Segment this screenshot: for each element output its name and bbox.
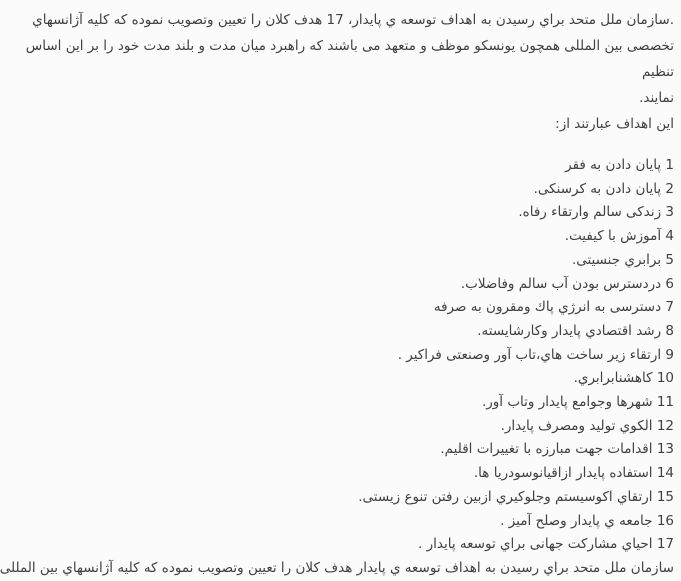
goal-line-13: 13 اقدامات جهت مبارزه با تغييرات اقليم. xyxy=(440,441,674,458)
paragraph-line: تخصصی بين المللی همچون يونسكو موظف و متعهد می باشند كه راهبرد ميان مدت و بلند مدت خود را بر اين اساس xyxy=(25,38,674,54)
goal-line-7: 7 دسترسی به انرژي پاك ومقرون به صرفه xyxy=(433,299,674,316)
goal-line-5: 5 برابري جنسيتی. xyxy=(571,251,674,268)
goal-line-6: 6 دردسترس بودن آب سالم وفاضلاب. xyxy=(460,275,674,292)
goal-line-1: 1 پايان دادن به فقر xyxy=(565,157,674,173)
goals-list xyxy=(0,154,674,581)
goal-line-17: 17 احياي مشاركت جهانی براي توسعه پايدار . xyxy=(418,536,674,553)
goal-line-14: 14 استفاده پايدار ازاقيانوسودريا ها. xyxy=(473,465,674,482)
goal-line-15: 15 ارتقاي اكوسيستم وجلوكيري ازبين رفتن تنوع زيستی. xyxy=(358,488,674,505)
goal-line-3: 3 زندكی سالم وارتقاء رفاه. xyxy=(518,204,674,221)
goal-line-16: 16 جامعه ي پايدار وصلح آميز . xyxy=(500,512,674,529)
paragraph-line: تنظيم xyxy=(642,64,674,80)
goal-line-10: 10 كاهشنابرابري. xyxy=(573,370,674,387)
goal-line-8: 8 رشد اقتصادي پايدار وكارشايسته. xyxy=(477,322,674,339)
intro-paragraph xyxy=(25,7,674,137)
paragraph-line: نمايند. xyxy=(639,90,674,106)
goal-line-11: 11 شهرها وجوامع پايدار وتاب آور. xyxy=(481,394,674,411)
paragraph-line: اين اهداف عبارتند از: xyxy=(555,116,674,132)
goal-line-9: 9 ارتقاء زير ساخت هاي،تاب آور وصنعتی فراكير . xyxy=(397,346,674,363)
goal-line-4: 4 آموزش با كيفيت. xyxy=(564,228,674,245)
goal-line-2: 2 پايان دادن به كرسنكی. xyxy=(533,180,674,197)
paragraph-line: .سازمان ملل متحد براي رسيدن به اهداف توسعه ي پايدار، 17 هدف كلان را تعيين وتصويب نموده كه كليه آژانسهاي xyxy=(32,12,674,28)
goal-line-12: 12 الكوي توليد ومصرف پايدار. xyxy=(500,417,674,434)
clipped-bottom-line: سازمان ملل متحد براي رسيدن به اهداف توسعه ي پايدار هدف كلان را تعيين وتصويب نموده كه كليه آژانسهاي بين المللی xyxy=(0,559,674,576)
